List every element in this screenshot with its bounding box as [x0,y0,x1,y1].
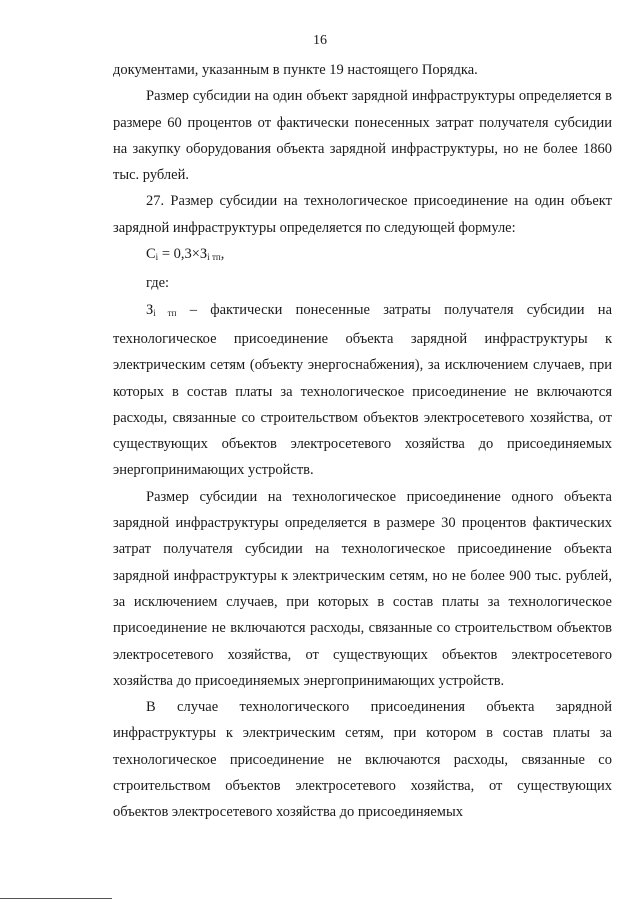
paragraph-item-27: 27. Размер субсидии на технологическое присоединение на один объект зарядной инфраструктуры определяется по следующей формуле: [113,193,612,236]
formula-rhs: = 0,3×З [158,246,208,263]
formula-lhs: С [146,246,156,263]
document-body [113,57,612,826]
paragraph-equipment-subsidy: Размер субсидии на один объект зарядной инфраструктуры определяется в размере 60 процентов от фактически понесенных затрат получателя субсидии на закупку оборудования объекта зарядной инфраструктуры, но не более 1860 тыс. рублей. [113,88,612,184]
footer-rule [0,898,112,899]
formula-lhs-subscript: i [155,252,159,263]
where-label: где: [146,275,170,292]
definition-term: З [146,301,154,318]
formula-line [113,241,612,270]
definition-text: – фактически понесенные затраты получателя субсидии на технологическое присоединение объекта зарядной инфраструктуры к электрическим сетям (объекту энергоснабжения), за исключением случаев, при которых в состав платы за технологическое присоединение не включаются расходы, связанные со строительством объектов электросетевого хозяйства, от существующих объектов электросетевого хозяйства до присоединяемых энергопринимающих устройств. [113,301,613,479]
paragraph-connection-subsidy: Размер субсидии на технологическое присоединение одного объекта зарядной инфраструктуры определяется в размере 30 процентов фактических затрат получателя субсидии на технологическое присоединение объекта зарядной инфраструктуры к электрическим сетям, но не более 900 тыс. рублей, за исключением случаев, при которых в состав платы за технологическое присоединение не включаются расходы, связанные со строительством объектов электросетевого хозяйства, от существующих объектов электросетевого хозяйства до присоединяемых энергопринимающих устройств. [113,488,612,689]
formula-tail: , [220,246,225,263]
definition-term-subscript: i тп [153,307,177,318]
page-number: 16 [313,33,327,48]
paragraph-definition [113,297,612,484]
paragraph-continuation: документами, указанным в пункте 19 настоящего Порядка. [113,62,478,78]
formula-rhs-subscript: i тп [207,252,221,263]
paragraph-case: В случае технологического присоединения объекта зарядной инфраструктуры к электрическим сетям, при котором в состав платы за технологическое присоединение не включаются расходы, связанные со строительством объектов электросетевого хозяйства, от существующих объектов электросетевого хозяйства до присоединяемых [113,699,612,821]
